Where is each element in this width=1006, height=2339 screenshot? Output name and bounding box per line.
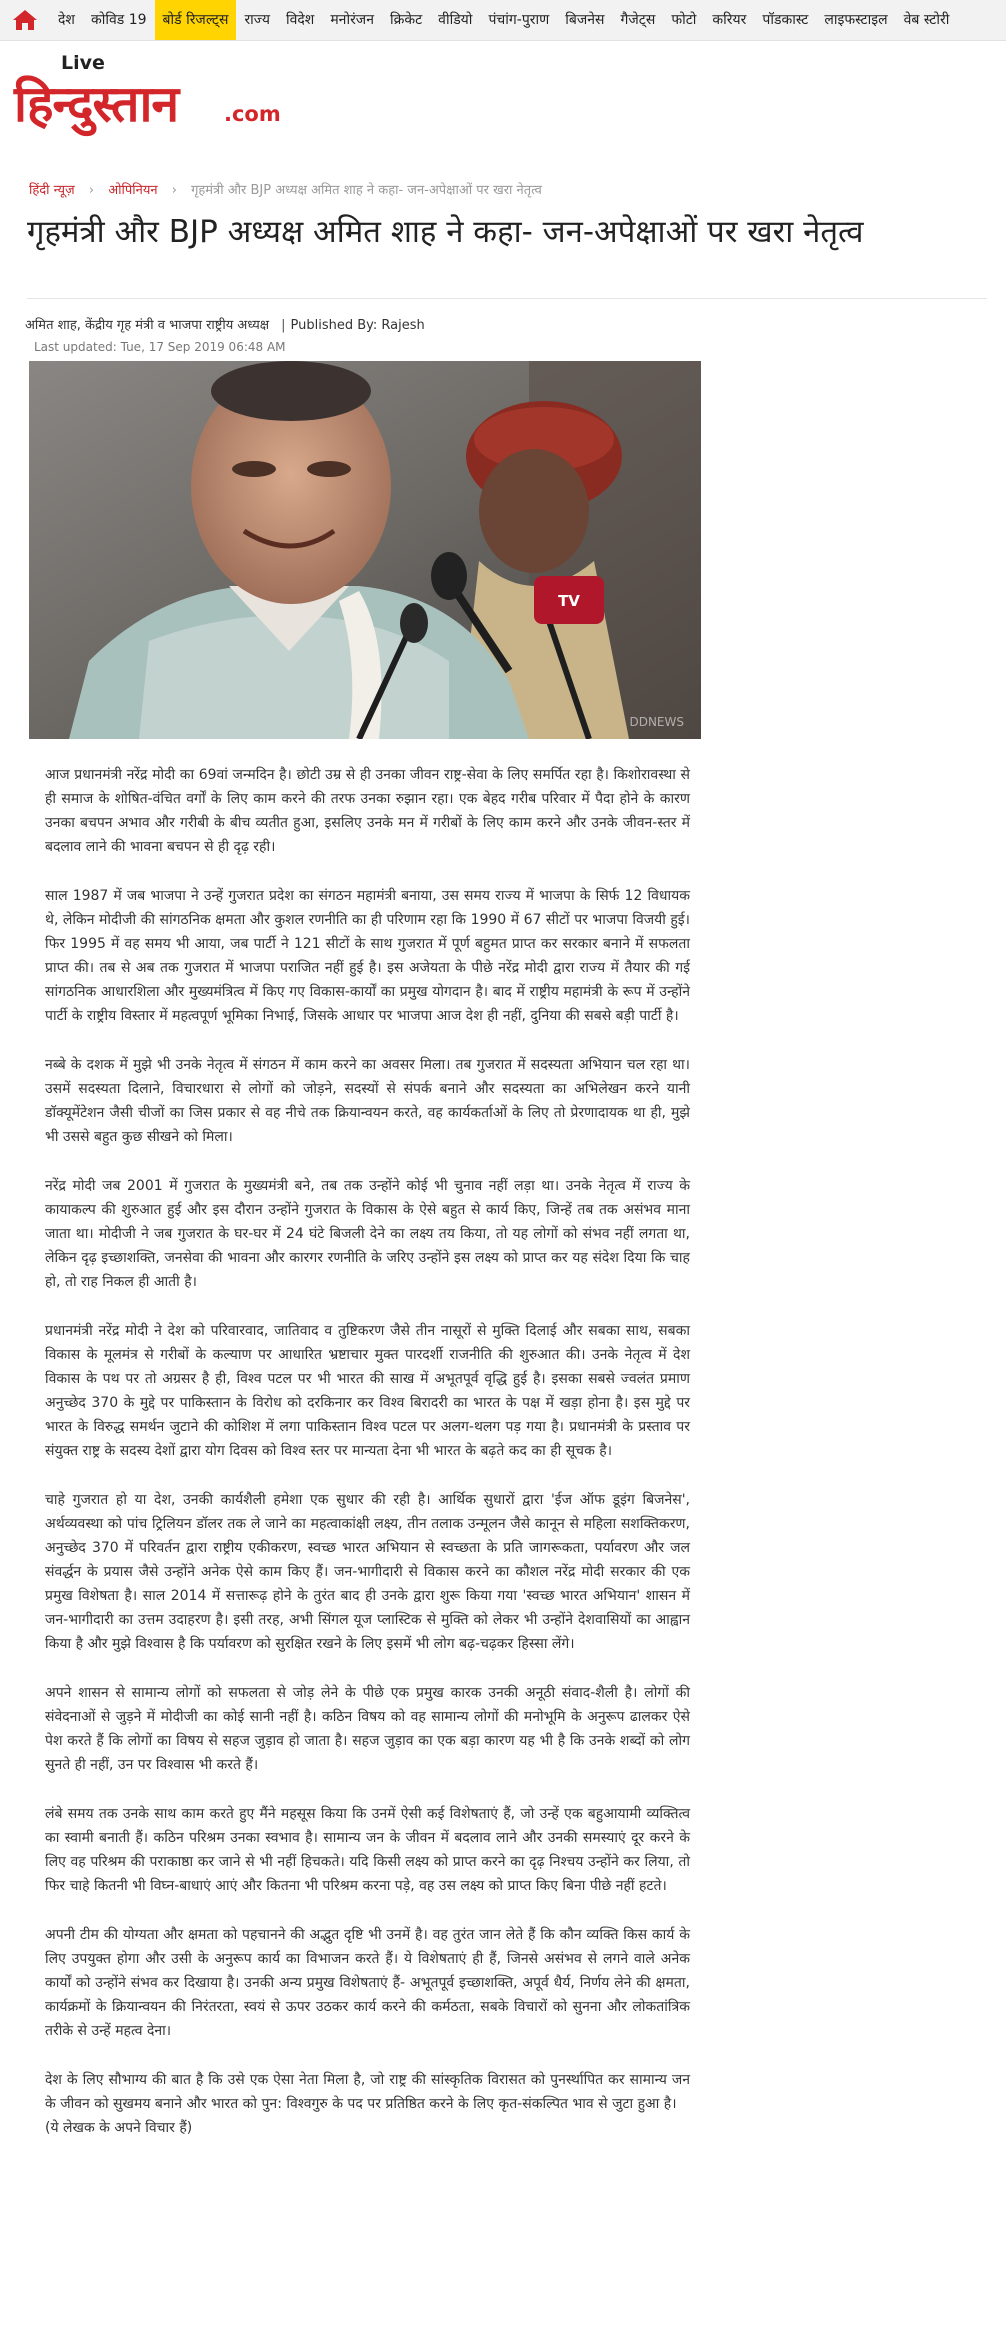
hero-badge: DDNEWS [629, 715, 684, 729]
nav-item-career[interactable]: करियर [712, 12, 747, 28]
article-paragraph: नब्बे के दशक में मुझे भी उनके नेतृत्व में संगठन में काम करने का अवसर मिला। तब गुजरात में सदस्यता अभियान चल रहा था। उसमें सदस्यता दिलाने, विचारधारा से लोगों को जोड़ने, सदस्यों से संपर्क बनाने और सदस्यता का अभिलेखन करने यानी डॉक्यूमेंटेशन जैसी चीजों का जिस प्रकार से वह नीचे तक क्रियान्वयन करते, वह कार्यकर्ताओं के लिए तो प्रेरणादायक था ही, मुझे भी उससे बहुत कुछ सीखने को मिला। [45, 1057, 690, 1145]
nav-item-gadgets[interactable]: गैजेट्स [620, 12, 656, 28]
byline [25, 315, 425, 333]
title-divider [27, 298, 987, 299]
nav-item-videsh[interactable]: विदेश [285, 12, 315, 28]
logo-live-text: Live [61, 52, 105, 74]
article-body [45, 763, 690, 2140]
nav-item-manoranjan[interactable]: मनोरंजन [330, 12, 374, 28]
hero-illustration [29, 361, 701, 739]
nav-item-video[interactable]: वीडियो [438, 12, 473, 28]
author-name[interactable]: अमित शाह, केंद्रीय गृह मंत्री व भाजपा राष्ट्रीय अध्यक्ष [25, 318, 270, 333]
logo-suffix-text: .com [224, 102, 281, 126]
breadcrumb-home-link[interactable]: हिंदी न्यूज़ [29, 183, 75, 198]
breadcrumb-section-link[interactable]: ओपिनियन [108, 183, 158, 198]
breadcrumb-current: गृहमंत्री और BJP अध्यक्ष अमित शाह ने कहा- जन-अपेक्षाओं पर खरा नेतृत्व [191, 183, 542, 198]
nav-item-photo[interactable]: फोटो [671, 12, 697, 28]
breadcrumb [29, 180, 542, 198]
nav-item-web-story[interactable]: वेब स्टोरी [903, 12, 950, 28]
hero-mic-label: TV [558, 592, 580, 610]
nav-item-business[interactable]: बिजनेस [565, 12, 605, 28]
home-icon [12, 9, 38, 31]
nav-item-panchang[interactable]: पंचांग-पुराण [488, 12, 550, 28]
nav-item-lifestyle[interactable]: लाइफस्टाइल [824, 12, 888, 28]
article-paragraph-last [45, 2068, 690, 2140]
top-navigation [0, 0, 1006, 41]
hero-image [29, 361, 701, 739]
breadcrumb-separator-icon: › [171, 183, 177, 198]
article-paragraph: अपनी टीम की योग्यता और क्षमता को पहचानने की अद्भुत दृष्टि भी उनमें है। वह तुरंत जान लेते हैं कि कौन व्यक्ति किस कार्य के लिए उपयुक्त होगा और उसी के अनुरूप कार्य का विभाजन करते हैं। ये विशेषताएं ही हैं, जिनसे असंभव से लगने वाले अनेक कार्यों को उन्होंने संभव कर दिखाया है। उनकी अन्य प्रमुख विशेषताएं हैं- अभूतपूर्व इच्छाशक्ति, अपूर्व धैर्य, निर्णय लेने की क्षमता, कार्यक्रमों के क्रियान्वयन की निरंतरता, स्वयं से ऊपर उठकर कार्य करने की कर्मठता, सबके विचारों को सुनना और लोकतांत्रिक तरीके से उन्हें महत्व देना। [45, 1927, 690, 2039]
article-paragraph: देश के लिए सौभाग्य की बात है कि उसे एक ऐसा नेता मिला है, जो राष्ट्र की सांस्कृतिक विरासत को पुनर्स्थापित कर सामान्य जन के जीवन को सुखमय बनाने और भारत को पुन: विश्वगुरु के पद पर प्रतिष्ठित करने के लिए कृत-संकल्पित भाव से जुटा हुआ है। [45, 2072, 690, 2112]
published-by: Published By: Rajesh [290, 318, 425, 333]
article-disclaimer: (ये लेखक के अपने विचार हैं) [45, 2120, 193, 2136]
last-updated: Last updated: Tue, 17 Sep 2019 06:48 AM [34, 340, 286, 354]
nav-item-desh[interactable]: देश [58, 12, 75, 28]
article-paragraph: लंबे समय तक उनके साथ काम करते हुए मैंने महसूस किया कि उनमें ऐसी कई विशेषताएं हैं, जो उन्हें एक बहुआयामी व्यक्तित्व का स्वामी बनाती हैं। कठिन परिश्रम उनका स्वभाव है। सामान्य जन के जीवन में बदलाव लाने और उनकी समस्याएं दूर करने के लिए वह परिश्रम की पराकाष्ठा कर जाने से भी नहीं हिचकते। यदि किसी लक्ष्य को प्राप्त करने का दृढ़ निश्चय उन्होंने कर लिया, तो फिर चाहे कितनी भी विघ्न-बाधाएं आएं और कितना भी परिश्रम करना पड़े, वह उस लक्ष्य को प्राप्त किए बिना पीछे नहीं हटते। [45, 1806, 690, 1894]
byline-separator: | [281, 318, 286, 333]
article-paragraph: चाहे गुजरात हो या देश, उनकी कार्यशैली हमेशा एक सुधार की रही है। आर्थिक सुधारों द्वारा 'ईज ऑफ डूइंग बिजनेस', अर्थव्यवस्था को पांच ट्रिलियन डॉलर तक ले जाने का महत्वाकांक्षी लक्ष्य, तीन तलाक उन्मूलन जैसे कानून से महिला सशक्तिकरण, अनुच्छेद 370 में परिवर्तन द्वारा राष्ट्रीय एकीकरण, स्वच्छ भारत अभियान से स्वच्छता के प्रति जागरूकता, पर्यावरण और जल संवर्द्धन के प्रयास जैसे उन्होंने अनेक ऐसे काम किए हैं। जन-भागीदारी से विकास करने का कौशल नरेंद्र मोदी सरकार की एक प्रमुख विशेषता है। साल 2014 में सत्तारूढ़ होने के तुरंत बाद ही उनके द्वारा शुरू किया गया 'स्वच्छ भारत अभियान' शासन में जन-भागीदारी का उत्तम उदाहरण है। इसी तरह, अभी सिंगल यूज प्लास्टिक से मुक्ति को लेकर भी उन्होंने देशवासियों का आह्वान किया है और मुझे विश्वास है कि पर्यावरण को सुरक्षित रखने के लिए इसमें भी लोग बढ़-चढ़कर हिस्सा लेंगे। [45, 1492, 690, 1652]
article-paragraph: अपने शासन से सामान्य लोगों को सफलता से जोड़ लेने के पीछे एक प्रमुख कारक उनकी अनूठी संवाद-शैली है। लोगों की संवेदनाओं से जुड़ने में मोदीजी का कोई सानी नहीं है। कठिन विषय को वह सामान्य लोगों की मनोभूमि के अनुरूप ढालकर ऐसे पेश करते हैं कि लोगों का विषय से सहज जुड़ाव हो जाता है। सहज जुड़ाव का एक बड़ा कारण यह भी है कि उनके शब्दों को लोग सुनते ही नहीं, उन पर विश्वास भी करते हैं। [45, 1685, 690, 1773]
nav-item-covid[interactable]: कोविड 19 [90, 12, 147, 28]
nav-item-rajya[interactable]: राज्य [244, 12, 270, 28]
article-paragraph: आज प्रधानमंत्री नरेंद्र मोदी का 69वां जन्मदिन है। छोटी उम्र से ही उनका जीवन राष्ट्र-सेवा के लिए समर्पित रहा है। किशोरावस्था से ही समाज के शोषित-वंचित वर्गों के लिए काम करने की तरफ उनका रुझान रहा। एक बेहद गरीब परिवार में पैदा होने के कारण उनका बचपन अभाव और गरीबी के बीच व्यतीत हुआ, इसलिए उनके मन में गरीबों के लिए काम करने और उनके जीवन-स्तर में बदलाव लाने की भावना बचपन से ही दृढ़ रही। [45, 767, 690, 855]
page-title: गृहमंत्री और BJP अध्यक्ष अमित शाह ने कहा- जन-अपेक्षाओं पर खरा नेतृत्व [27, 214, 864, 250]
article-paragraph: नरेंद्र मोदी जब 2001 में गुजरात के मुख्यमंत्री बने, तब तक उन्होंने कोई भी चुनाव नहीं लड़ा था। उनके नेतृत्व में राज्य के कायाकल्प की शुरुआत हुई और इस दौरान उन्होंने गुजरात के विकास के ऐसे बहुत से कार्य किए, जिन्हें तब तक असंभव माना जाता था। मोदीजी ने जब गुजरात के घर-घर में 24 घंटे बिजली देने का लक्ष्य तय किया, तो यह लोगों को संभव नहीं लगता था, लेकिन दृढ़ इच्छाशक्ति, जनसेवा की भावना और कारगर रणनीति के जरिए उन्होंने इस लक्ष्य को प्राप्त कर यह संदेश दिया कि चाह हो, तो राह निकल ही आती है। [45, 1178, 690, 1290]
site-logo[interactable] [14, 52, 284, 134]
breadcrumb-separator-icon: › [88, 183, 95, 198]
logo-main-text: हिन्दुस्तान [14, 75, 179, 133]
article-paragraph: प्रधानमंत्री नरेंद्र मोदी ने देश को परिवारवाद, जातिवाद व तुष्टिकरण जैसे तीन नासूरों से मुक्ति दिलाई और सबका साथ, सबका विकास के मूलमंत्र से गरीबों के कल्याण पर आधारित भ्रष्टाचार मुक्त पारदर्शी राजनीति की शुरुआत की। उनके नेतृत्व में देश विकास के पथ पर तो अग्रसर है ही, विश्व पटल पर भी भारत की साख में अभूतपूर्व वृद्धि हुई है। इसका सबसे ज्वलंत प्रमाण अनुच्छेद 370 के मुद्दे पर पाकिस्तान के विरोध को दरकिनार कर विश्व बिरादरी का भारत के पक्ष में खड़ा होना है। इस मुद्दे पर भारत के विरुद्ध समर्थन जुटाने की कोशिश में लगा पाकिस्तान विश्व पटल पर अलग-थलग पड़ गया है। प्रधानमंत्री के प्रस्ताव पर संयुक्त राष्ट्र के सदस्य देशों द्वारा योग दिवस को विश्व स्तर पर मान्यता देना भी भारत के बढ़ते कद का ही सूचक है। [45, 1323, 690, 1459]
nav-item-board-results[interactable]: बोर्ड रिजल्ट्स [155, 0, 237, 40]
nav-item-podcast[interactable]: पॉडकास्ट [762, 12, 809, 28]
article-paragraph: साल 1987 में जब भाजपा ने उन्हें गुजरात प्रदेश का संगठन महामंत्री बनाया, उस समय राज्य में भाजपा के सिर्फ 12 विधायक थे, लेकिन मोदीजी की सांगठनिक क्षमता और कुशल रणनीति का ही परिणाम रहा कि 1990 में 67 सीटों पर भाजपा विजयी हुई। फिर 1995 में वह समय भी आया, जब पार्टी ने 121 सीटों के साथ गुजरात में पूर्ण बहुमत प्राप्त कर सरकार बनाने में सफलता प्राप्त की। तब से अब तक गुजरात में भाजपा पराजित नहीं हुई है। इस अजेयता के पीछे नरेंद्र मोदी द्वारा राज्य में तैयार की गई सांगठनिक आधारशिला और मुख्यमंत्रित्व में किए गए विकास-कार्यों का प्रमुख योगदान है। बाद में राष्ट्रीय महामंत्री के रूप में उन्होंने पार्टी के राष्ट्रीय विस्तार में महत्वपूर्ण भूमिका निभाई, जिसके आधार पर भाजपा आज देश ही नहीं, दुनिया की सबसे बड़ी पार्टी है। [45, 888, 690, 1024]
nav-item-cricket[interactable]: क्रिकेट [389, 12, 423, 28]
home-button[interactable] [0, 0, 50, 40]
